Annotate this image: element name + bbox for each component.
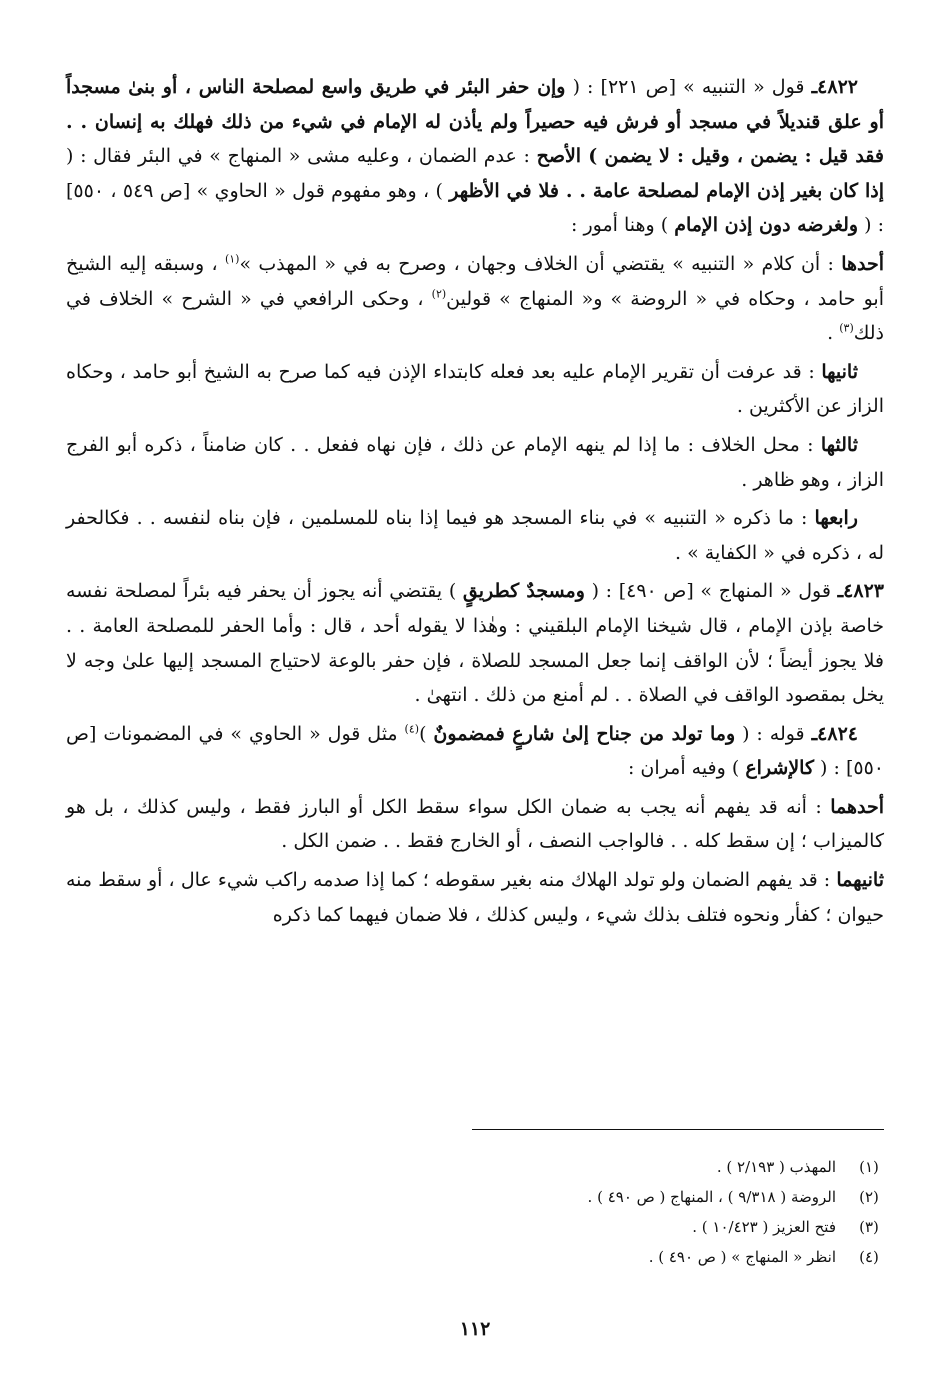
main-text (66, 70, 884, 936)
footnote-text: المهذب ( ٢/١٩٣ ) . (716, 1158, 836, 1176)
bold-text: ولغرضه دون إذن الإمام (674, 214, 859, 237)
text-run: : قد عرفت أن تقرير الإمام عليه بعد فعله كابتداء الإذن فيه كما صرح به الشيخ أبو حامد ، وحكاه الزاز عن الأكثرين . (66, 360, 884, 418)
paragraph (66, 247, 884, 351)
paragraph (66, 574, 884, 712)
paragraph (66, 717, 884, 786)
text-run: قول « المنهاج » [ص ٤٩٠] : ( (584, 580, 838, 603)
text-run: : قد يفهم الضمان ولو تولد الهلاك منه بغير سقوطه ؛ كما إذا صدمه راكب شيء عال ، أو سقط منه حيوان ؛ كفأر ونحوه فتلف بذلك شيء ، وليس كذلك ، فلا ضمان فيهما كما ذكره (66, 869, 884, 926)
bold-text: إذا كان بغير إذن الإمام لمصلحة عامة . . فلا في الأظهر (449, 179, 884, 202)
text-run: ) يقتضي أنه يجوز أن يحفر فيه بئراً لمصلحة نفسه خاصة بإذن الإمام ، قال شيخنا الإمام البلقيني : وهٰذا لا يقوله أحد ، قال : وأما الحفر للمصلحة العامة . . فلا يجوز أيضاً ؛ لأن الواقف إنما جعل المسجد للصلاة ، فإن حفر بالوعة لاحتياج المسجد إليها علىٰ وجه لا يخل بمقصود الواقف في الصلاة . . لم أمنع من ذلك . انتهىٰ . (66, 580, 884, 707)
bold-text: ثانيهما (836, 869, 884, 892)
footnote-number: (٢) (859, 1188, 879, 1206)
footnotes (66, 1152, 884, 1272)
footnote (66, 1242, 884, 1272)
footnote-text: الروضة ( ٩/٣١٨ ) ، المنهاج ( ص ٤٩٠ ) . (587, 1188, 836, 1206)
footnote-text: انظر « المنهاج » ( ص ٤٩٠ ) . (648, 1248, 836, 1266)
bold-text: ٤٨٢٢ـ (811, 76, 858, 98)
bold-text: ثالثها (820, 433, 858, 456)
paragraph (66, 355, 884, 424)
footnote (66, 1182, 884, 1212)
footnote (66, 1212, 884, 1242)
bold-text: ثانيها (821, 360, 858, 383)
footnote-marker: (٢) (431, 287, 447, 301)
footnote-number: (٣) (859, 1218, 879, 1236)
text-run: ، وسبقه إليه الشيخ أبو حامد ، وحكاه في « الروضة » و« المنهاج » قولين (66, 252, 884, 310)
footnote-marker: (٣) (839, 321, 854, 335)
text-run: قوله : ( (735, 722, 812, 745)
bold-text: ومسجدٌ كطريقٍ (462, 580, 585, 603)
text-run: ) ، وهو مفهوم قول « الحاوي » [ص ٥٤٩ ، ٥٥٠] : ( (66, 179, 884, 237)
bold-text: أحدهما (830, 795, 884, 818)
bold-text: وإن حفر البئر في طريق واسع لمصلحة الناس ، أو بنىٰ مسجداً أو علق قنديلاً في مسجد أو فرش فيه حصيراً ولم يأذن له الإمام في شيء من ذلك فهلك به إنسان . . فقد قيل : يضمن ، وقيل : لا يضمن ) الأصح (66, 76, 884, 168)
text-run: ) (419, 722, 434, 745)
paragraph (66, 790, 884, 859)
text-run: : ما ذكره « التنبيه » في بناء المسجد هو فيما إذا بناه للمسلمين ، فإن بناه لنفسه . . فكالحفر له ، ذكره في « الكفاية » . (66, 507, 884, 564)
text-run: ) وفيه أمران : (627, 757, 746, 780)
paragraph (66, 70, 884, 243)
text-run: قول « التنبيه » [ص ٢٢١] : ( (565, 76, 812, 98)
bold-text: كالإشراع (745, 757, 815, 780)
paragraph (66, 863, 884, 932)
text-run: : محل الخلاف : ما إذا لم ينهه الإمام عن ذلك ، فإن نهاه ففعل . . كان ضامناً ، ذكره أبو الفرج الزاز ، وهو ظاهر . (66, 433, 884, 491)
page-number: ١١٢ (459, 1318, 491, 1340)
bold-text: وما تولد من جناح إلىٰ شارعٍ فمضمونٌ (433, 722, 736, 745)
bold-text: أحدها (841, 252, 884, 275)
paragraph (66, 501, 884, 570)
footnote-marker: (١) (224, 252, 240, 266)
bold-text: رابعها (814, 507, 858, 530)
bold-text: ٤٨٢٣ـ (837, 580, 884, 603)
footnote-marker: (٤) (404, 722, 420, 736)
text-run: مثل قول « الحاوي » في المضمونات [ص ٥٥٠] : ( (66, 722, 884, 780)
text-run: ) وهنا أمور : (571, 214, 675, 237)
text-run: : أن كلام « التنبيه » يقتضي أن الخلاف وجهان ، وصرح به في « المهذب » (239, 252, 842, 275)
text-run: : عدم الضمان ، وعليه مشى « المنهاج » في البئر فقال : ( (66, 145, 537, 168)
footnote-number: (١) (859, 1158, 879, 1176)
footnote-text: فتح العزيز ( ١٠/٤٢٣ ) . (692, 1218, 836, 1236)
text-run: ، وحكى الرافعي في « الشرح » الخلاف في ذلك (66, 287, 884, 345)
bold-text: ٤٨٢٤ـ (811, 722, 858, 745)
footnote-number: (٤) (859, 1248, 879, 1266)
footnote-divider (472, 1129, 884, 1130)
paragraph (66, 428, 884, 497)
text-run: . (827, 322, 840, 345)
text-run: : أنه قد يفهم أنه يجب به ضمان الكل سواء سقط الكل أو البارز فقط ، وليس كذلك ، بل هو كالميزاب ؛ إن سقط كله . . فالواجب النصف ، أو الخارج فقط . . ضمن الكل . (66, 795, 884, 853)
footnote (66, 1152, 884, 1182)
